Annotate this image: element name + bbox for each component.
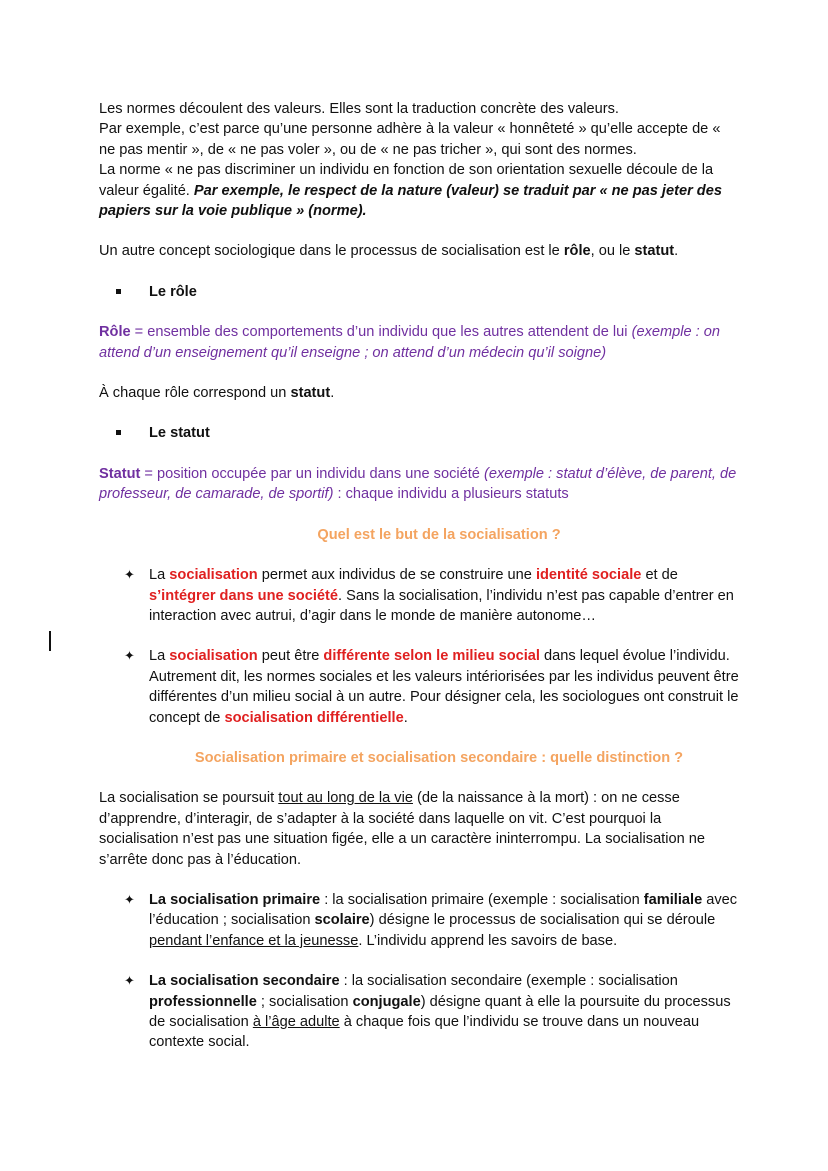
concept-mid: , ou le	[590, 243, 635, 260]
primary-title: La socialisation primaire	[149, 891, 321, 908]
secondary-f: à chaque fois que l’individu se trouve dans un nouveau contexte social.	[149, 1014, 700, 1051]
concept-paragraph	[99, 241, 739, 261]
primary-underline: pendant l’enfance et la jeunesse	[149, 932, 359, 949]
primary-item	[99, 890, 739, 951]
role-definition	[99, 322, 739, 363]
goal-2-a: La	[149, 648, 170, 665]
statut-subheading	[99, 423, 739, 443]
goal-2-f: socialisation différentielle	[224, 709, 404, 726]
intro-line-2: Par exemple, c’est parce qu’une personne adhère à la valeur « honnêteté » qu’elle accepte de « ne pas mentir », de « ne pas voler », ou de « ne pas tricher », qui sont des normes.	[99, 121, 721, 158]
role-term: Rôle	[99, 324, 131, 341]
role-example: (exemple : on attend d’un enseignement qu’il enseigne ; on attend d’un médecin qu’il soigne)	[99, 324, 721, 361]
square-bullet-icon	[116, 289, 121, 294]
goal-1-d: identité sociale	[535, 567, 642, 584]
each-role-text: À chaque rôle correspond un	[99, 385, 291, 402]
text-cursor	[49, 631, 51, 651]
goal-2-g: .	[403, 709, 408, 726]
goal-1-a: La	[149, 567, 170, 584]
role-title: Le rôle	[149, 283, 197, 300]
goal-2-d: différente selon le milieu social	[323, 648, 540, 665]
secondary-item	[99, 971, 739, 1053]
secondary-b: professionnelle	[149, 993, 257, 1010]
each-role-paragraph	[99, 383, 739, 403]
role-subheading	[99, 282, 739, 302]
secondary-title: La socialisation secondaire	[149, 973, 340, 990]
section-heading-goal: Quel est le but de la socialisation ?	[317, 526, 561, 543]
statut-definition	[99, 464, 739, 505]
statut-def: = position occupée par un individu dans une société	[140, 465, 484, 482]
concept-role: rôle	[563, 243, 591, 260]
continuity-pre: La socialisation se poursuit	[99, 790, 279, 807]
goal-1-b: socialisation	[169, 567, 258, 584]
square-bullet-icon	[116, 430, 121, 435]
goal-2-c: peut être	[257, 648, 324, 665]
star-bullet-icon: ✦	[124, 973, 135, 989]
each-role-end: .	[330, 385, 335, 402]
statut-example: (exemple : statut d’élève, de parent, de professeur, de camarade, de sportif)	[99, 465, 737, 503]
continuity-paragraph	[99, 788, 739, 870]
document-page	[99, 99, 739, 1053]
star-bullet-icon: ✦	[124, 567, 135, 583]
secondary-c: ; socialisation	[256, 993, 353, 1010]
secondary-d: conjugale	[352, 993, 421, 1010]
section-heading-distinction: Socialisation primaire et socialisation secondaire : quelle distinction ?	[194, 749, 684, 766]
secondary-a: : la socialisation secondaire (exemple : socialisation	[339, 973, 678, 990]
primary-b: familiale	[643, 891, 703, 908]
continuity-post: (de la naissance à la mort) : on ne cesse d’apprendre, d’interagir, de s’adapter à la société dans laquelle on vit. C’est pourquoi la socialisation n’est pas une situation figée, elle a un caractère ininterrompu. La socialisation ne s’arrête donc pas à l’éducation.	[99, 790, 705, 868]
secondary-underline: à l’âge adulte	[252, 1014, 340, 1030]
concept-end: .	[674, 243, 679, 260]
statut-end: : chaque individu a plusieurs statuts	[333, 486, 569, 503]
goal-2-b: socialisation	[169, 648, 258, 665]
goal-1-f: s’intégrer dans une société	[149, 587, 338, 604]
statut-title: Le statut	[149, 425, 210, 442]
goal-1-g: . Sans la socialisation, l’individu n’est pas capable d’entrer en interaction avec autrui, d’agir dans le monde de manière autonome…	[149, 587, 734, 624]
role-def: = ensemble des comportements d’un individu que les autres attendent de lui	[130, 324, 632, 341]
star-bullet-icon: ✦	[124, 648, 135, 664]
primary-d: scolaire	[314, 912, 370, 929]
each-role-bold: statut	[290, 385, 331, 402]
secondary-e: ) désigne quant à elle la poursuite du processus de socialisation	[149, 993, 731, 1030]
primary-f: . L’individu apprend les savoirs de base.	[358, 932, 618, 949]
primary-c: avec l’éducation ; socialisation	[149, 891, 738, 929]
goal-2-e: dans lequel évolue l’individu. Autrement dit, les normes sociales et les valeurs intériorisées par les individus peuvent être différentes d’un milieu social à un autre. Pour désigner cela, les sociologues ont construit le concept de	[149, 648, 739, 726]
goal-item-1	[99, 565, 739, 626]
statut-term: Statut	[99, 465, 141, 482]
concept-text: Un autre concept sociologique dans le processus de socialisation est le	[99, 243, 564, 260]
star-bullet-icon: ✦	[124, 891, 135, 907]
goal-1-c: permet aux individus de se construire une	[257, 567, 536, 584]
goal-item-2	[99, 646, 739, 728]
intro-line-3: La norme « ne pas discriminer un individu en fonction de son orientation sexuelle découle de la valeur égalité.	[99, 162, 714, 199]
intro-line-1: Les normes découlent des valeurs. Elles sont la traduction concrète des valeurs.	[99, 101, 619, 117]
primary-e: ) désigne le processus de socialisation qui se déroule	[369, 912, 716, 929]
concept-statut: statut	[634, 243, 675, 260]
primary-a: : la socialisation primaire (exemple : socialisation	[320, 891, 644, 908]
intro-example-bold: Par exemple, le respect de la nature (valeur) se traduit par « ne pas jeter des papiers sur la voie publique » (norme).	[99, 182, 722, 220]
continuity-underline: tout au long de la vie	[278, 790, 413, 807]
intro-paragraph	[99, 99, 739, 221]
goal-1-e: et de	[641, 567, 678, 584]
